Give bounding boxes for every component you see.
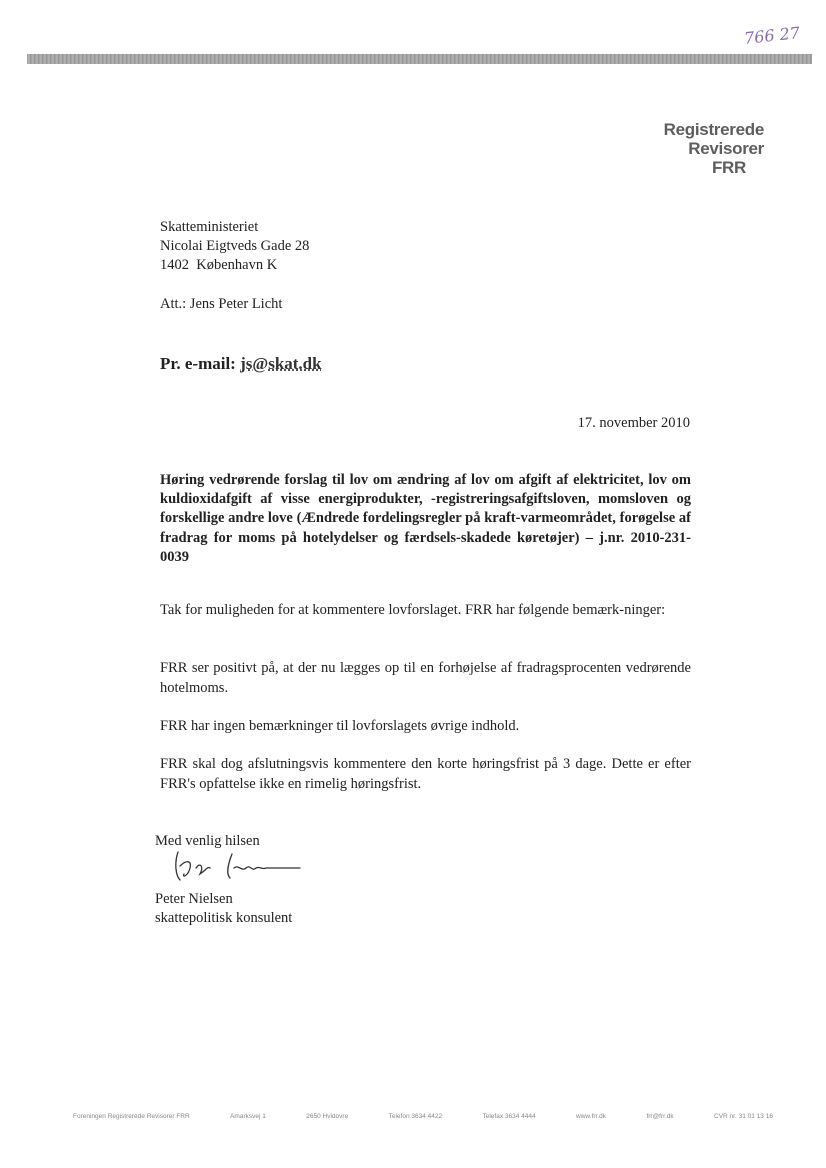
logo-line-3: FRR [711, 158, 746, 177]
letterhead-footer [73, 1113, 773, 1120]
footer-organization: Foreningen Registrerede Revisorer FRR [73, 1113, 190, 1120]
footer-website[interactable]: www.frr.dk [576, 1113, 607, 1120]
letter-date: 17. november 2010 [577, 415, 690, 431]
recipient-street: Nicolai Eigtveds Gade 28 [160, 238, 310, 254]
signer-title: skattepolitisk konsulent [155, 910, 293, 926]
signer-name: Peter Nielsen [155, 891, 233, 907]
recipient-city: 1402 København K [160, 257, 278, 273]
email-prefix: Pr. e-mail: [160, 354, 241, 373]
closing-greeting: Med venlig hilsen [155, 833, 260, 849]
recipient-address [160, 218, 309, 275]
scan-header-bar [27, 54, 812, 64]
footer-email[interactable]: frr@frr.dk [646, 1113, 674, 1120]
frr-logo [664, 120, 764, 177]
footer-street: Amarksvej 1 [230, 1113, 266, 1120]
attention-line: Att.: Jens Peter Licht [160, 296, 283, 312]
handwritten-archive-number: 766 27 [743, 23, 801, 48]
logo-line-2: Revisorer [688, 139, 764, 158]
footer-phone: Telefon 3634 4422 [388, 1113, 443, 1120]
footer-fax: Telefax 3634 4444 [482, 1113, 536, 1120]
signer-block [155, 890, 292, 928]
handwritten-signature [170, 846, 310, 886]
paragraph-hotel-vat: FRR ser positivt på, at der nu lægges op til en forhøjelse af fradragsprocenten vedrørende hotelmoms. [160, 660, 691, 696]
footer-cvr: CVR nr. 31 01 13 16 [714, 1113, 773, 1120]
subject-heading: Høring vedrørende forslag til lov om ændring af lov om afgift af elektricitet, lov om kuldioxidafgift af visse energiprodukter, -registreringsafgiftsloven, momsloven og forskellige andre love (Ændrede fordelingsregler på kraft-varmeområdet, forøgelse af fradrag for moms på hotelydelser og færdsels-skadede køretøjer) – j.nr. 2010-231-0039 [160, 472, 691, 565]
recipient-name: Skatteministeriet [160, 219, 259, 235]
paragraph-no-remarks: FRR har ingen bemærkninger til lovforslagets øvrige indhold. [160, 718, 520, 734]
logo-line-1: Registrerede [663, 120, 764, 139]
paragraph-thanks: Tak for muligheden for at kommentere lovforslaget. FRR har følgende bemærk-ninger: [160, 602, 666, 618]
paragraph-deadline: FRR skal dog afslutningsvis kommentere den korte høringsfrist på 3 dage. Dette er efter FRR's opfattelse ikke en rimelig høringsfrist. [160, 756, 691, 792]
email-link[interactable]: js@skat.dk [240, 354, 322, 373]
email-line [160, 354, 322, 374]
footer-city: 2650 Hvidovre [306, 1113, 349, 1120]
